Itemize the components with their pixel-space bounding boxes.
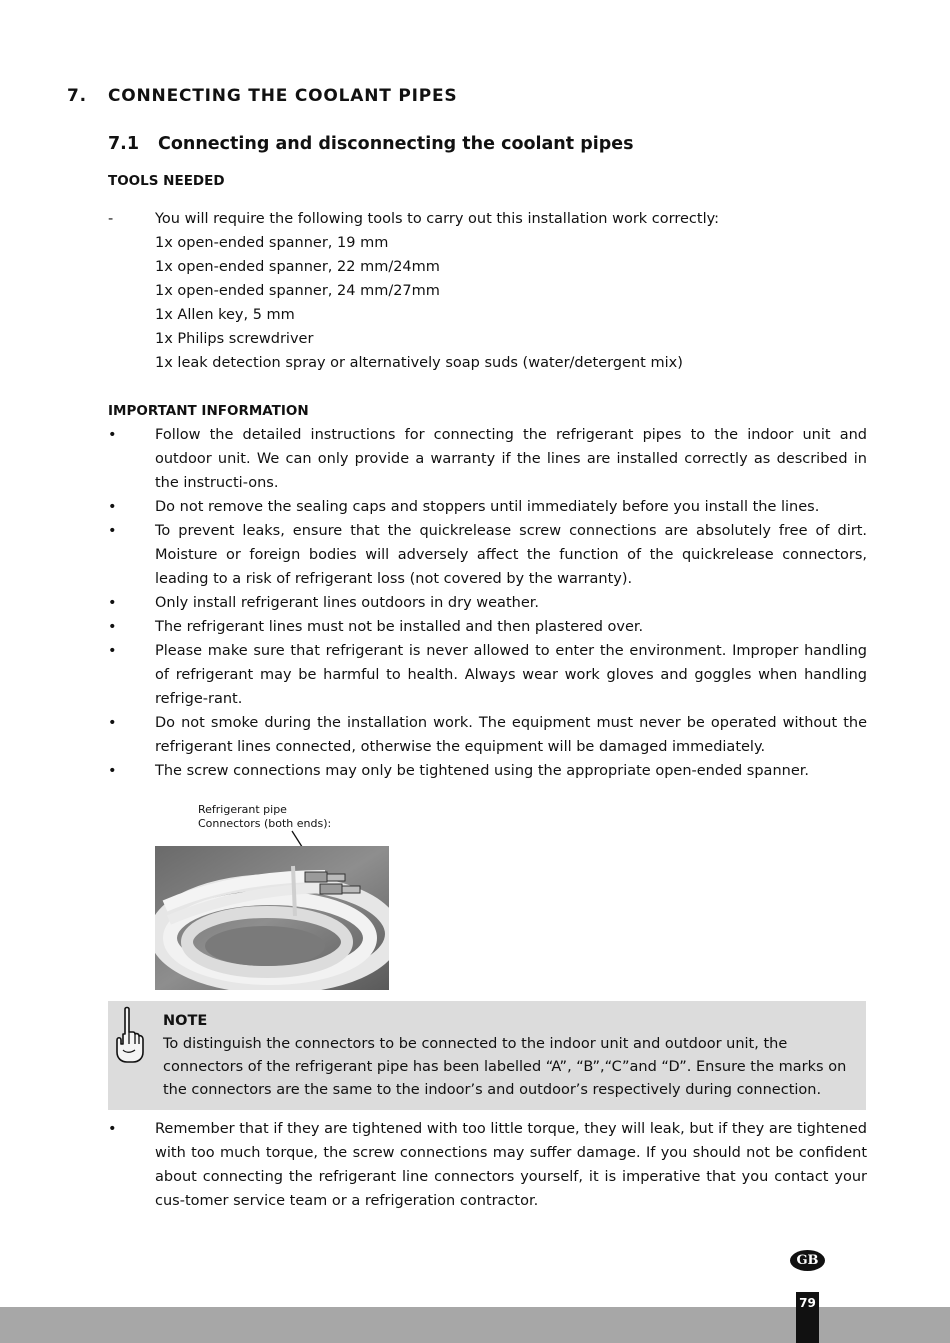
caption-line: Refrigerant pipe — [198, 803, 287, 816]
tool-item: 1x Allen key, 5 mm — [155, 307, 295, 323]
language-badge: GB — [790, 1250, 825, 1271]
page-number: 79 — [796, 1292, 819, 1343]
bullet-text: Remember that if they are tightened with too little torque, they will leak, but if they are tightened with too much torque, the screw connections may suffer damage. If you should not be confident about connecting the refrigerant line connectors yourself, it is imperative that you contact your cus-tomer service team or a refrigeration contractor. — [155, 1121, 867, 1209]
tool-item: 1x open-ended spanner, 24 mm/27mm — [155, 283, 440, 299]
bullet-text: The refrigerant lines must not be installed and then plastered over. — [155, 619, 644, 635]
note-text: To distinguish the connectors to be connected to the indoor unit and outdoor unit, the connectors of the refrigerant pipe has been labelled “A”, “B”,“C”and “D”. Ensure the marks on the connectors are the same to the indoor’s and outdoor’s respectively during connection. — [163, 1036, 847, 1098]
tool-item: 1x Philips screwdriver — [155, 331, 314, 347]
bullet-text: The screw connections may only be tightened using the appropriate open-ended spanner. — [155, 763, 809, 779]
pointing-hand-icon — [113, 1006, 147, 1066]
important-label: IMPORTANT INFORMATION — [108, 403, 309, 419]
tool-item: 1x open-ended spanner, 19 mm — [155, 235, 389, 251]
bullet-text: Only install refrigerant lines outdoors in dry weather. — [155, 595, 539, 611]
tools-intro-text: You will require the following tools to carry out this installation work correctly: — [155, 211, 720, 227]
bullet-text: Please make sure that refrigerant is never allowed to enter the environment. Improper handling of refrigerant may be harmful to health. Always wear work gloves and goggles when handling refrige-rant. — [155, 643, 867, 707]
dash-marker: - — [108, 211, 114, 227]
bullet-marker: • — [108, 523, 117, 539]
bullet-text: Follow the detailed instructions for connecting the refrigerant pipes to the indoor unit and outdoor unit. We can only provide a warranty if the lines are installed correctly as described in the instructi-ons. — [155, 427, 867, 491]
bullet-text: Do not smoke during the installation work. The equipment must never be operated without the refrigerant lines connected, otherwise the equipment will be damaged immediately. — [155, 715, 867, 755]
bullet-item — [108, 1117, 867, 1213]
bullet-marker: • — [108, 763, 117, 779]
bullet-marker: • — [108, 427, 117, 443]
bullet-marker: • — [108, 595, 117, 611]
tools-label: TOOLS NEEDED — [108, 173, 225, 189]
refrigerant-pipe-photo — [155, 846, 389, 990]
note-title: NOTE — [163, 1013, 208, 1029]
section-title: CONNECTING THE COOLANT PIPES — [108, 86, 458, 106]
subsection-number: 7.1 — [108, 134, 140, 154]
bullet-marker: • — [108, 643, 117, 659]
bullet-text: Do not remove the sealing caps and stoppers until immediately before you install the lines. — [155, 499, 820, 515]
caption-line: Connectors (both ends): — [198, 816, 332, 830]
section-number: 7. — [67, 86, 87, 106]
bullet-marker: • — [108, 499, 117, 515]
tool-item: 1x open-ended spanner, 22 mm/24mm — [155, 259, 440, 275]
bullet-marker: • — [108, 1121, 117, 1137]
bullet-marker: • — [108, 715, 117, 731]
bullet-marker: • — [108, 619, 117, 635]
tool-item: 1x leak detection spray or alternatively soap suds (water/detergent mix) — [155, 355, 683, 371]
bullet-text: To prevent leaks, ensure that the quickrelease screw connections are absolutely free of dirt. Moisture or foreign bodies will adversely affect the function of the quickrelease connectors, leading to a risk of refrigerant loss (not covered by the warranty). — [155, 523, 867, 587]
subsection-title: Connecting and disconnecting the coolant pipes — [158, 134, 634, 154]
